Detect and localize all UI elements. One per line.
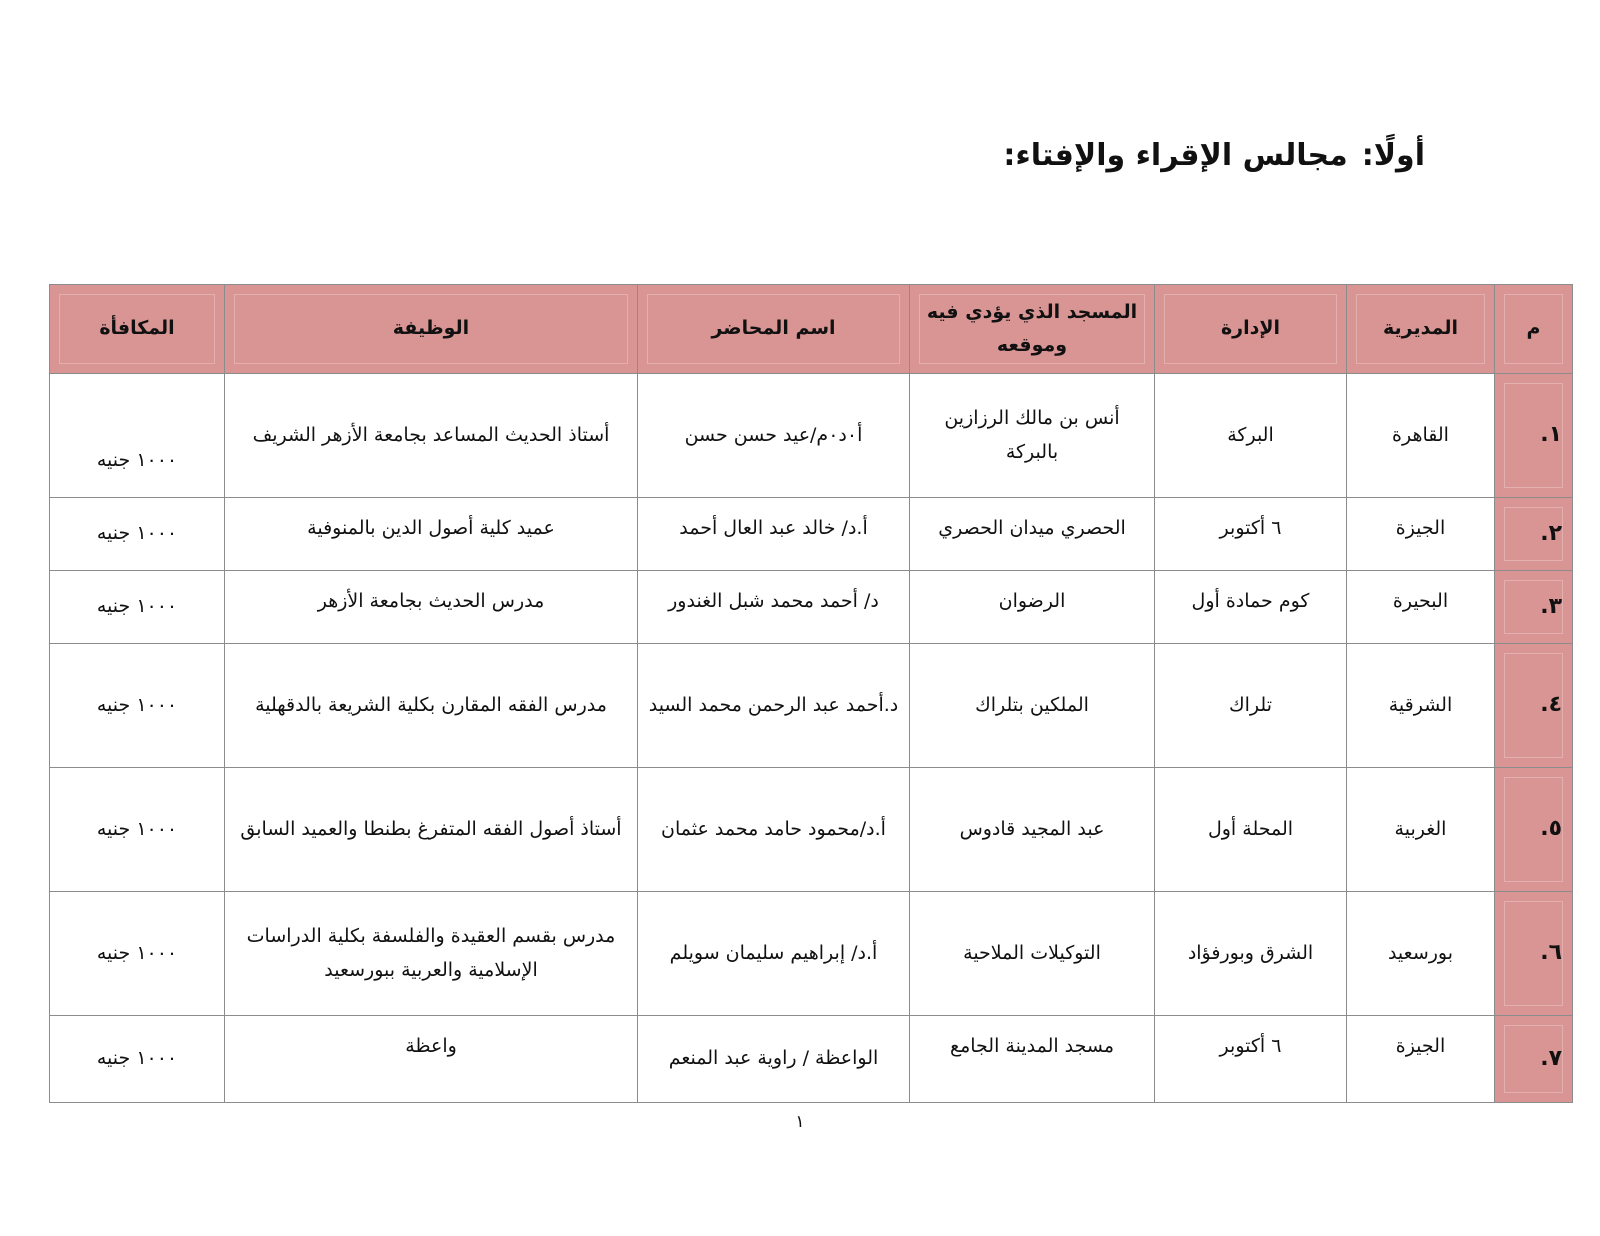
table-header-row	[50, 285, 1573, 374]
column-header-directorate: المديرية	[1347, 285, 1495, 374]
sessions-table-wrapper	[49, 284, 1572, 1103]
row-number-cell: ٢.	[1495, 498, 1573, 571]
lecturer-cell: أ.د/ خالد عبد العال أحمد	[638, 498, 910, 571]
section-number: أولًا:	[1361, 138, 1425, 173]
table-row	[50, 374, 1573, 498]
job-cell: أستاذ الحديث المساعد بجامعة الأزهر الشريف	[225, 374, 638, 498]
lecturer-cell: أ.د/محمود حامد محمد عثمان	[638, 768, 910, 892]
administration-cell: الشرق وبورفؤاد	[1155, 892, 1347, 1016]
table-row	[50, 1016, 1573, 1103]
administration-cell: تلراك	[1155, 644, 1347, 768]
reward-cell: ١٠٠٠ جنيه	[50, 374, 225, 498]
mosque-cell: عبد المجيد قادوس	[910, 768, 1155, 892]
row-number-cell: ٥.	[1495, 768, 1573, 892]
administration-cell: ٦ أكتوبر	[1155, 1016, 1347, 1103]
column-header-num: م	[1495, 285, 1573, 374]
row-number-cell: ٣.	[1495, 571, 1573, 644]
directorate-cell: الشرقية	[1347, 644, 1495, 768]
section-title: مجالس الإقراء والإفتاء:	[1003, 138, 1348, 173]
reward-cell: ١٠٠٠ جنيه	[50, 571, 225, 644]
column-header-job: الوظيفة	[225, 285, 638, 374]
row-number-cell: ٤.	[1495, 644, 1573, 768]
administration-cell: ٦ أكتوبر	[1155, 498, 1347, 571]
table-row	[50, 768, 1573, 892]
lecturer-cell: أ.د/ إبراهيم سليمان سويلم	[638, 892, 910, 1016]
job-cell: مدرس الحديث بجامعة الأزهر	[225, 571, 638, 644]
mosque-cell: مسجد المدينة الجامع	[910, 1016, 1155, 1103]
column-header-mosque: المسجد الذي يؤدي فيه وموقعه	[910, 285, 1155, 374]
directorate-cell: القاهرة	[1347, 374, 1495, 498]
page-number: ١	[795, 1112, 805, 1132]
administration-cell: كوم حمادة أول	[1155, 571, 1347, 644]
table-row	[50, 571, 1573, 644]
directorate-cell: البحيرة	[1347, 571, 1495, 644]
column-header-administration: الإدارة	[1155, 285, 1347, 374]
lecturer-cell: د/ أحمد محمد شبل الغندور	[638, 571, 910, 644]
row-number-cell: ٦.	[1495, 892, 1573, 1016]
job-cell: أستاذ أصول الفقه المتفرغ بطنطا والعميد السابق	[225, 768, 638, 892]
lecturer-cell: د.أحمد عبد الرحمن محمد السيد	[638, 644, 910, 768]
row-number-cell: ٧.	[1495, 1016, 1573, 1103]
mosque-cell: الحصري ميدان الحصري	[910, 498, 1155, 571]
reward-cell: ١٠٠٠ جنيه	[50, 892, 225, 1016]
job-cell: واعظة	[225, 1016, 638, 1103]
directorate-cell: الجيزة	[1347, 1016, 1495, 1103]
job-cell: عميد كلية أصول الدين بالمنوفية	[225, 498, 638, 571]
column-header-lecturer: اسم المحاضر	[638, 285, 910, 374]
directorate-cell: الجيزة	[1347, 498, 1495, 571]
table-row	[50, 498, 1573, 571]
lecturer-cell: الواعظة / راوية عبد المنعم	[638, 1016, 910, 1103]
administration-cell: المحلة أول	[1155, 768, 1347, 892]
sessions-table	[49, 284, 1573, 1103]
job-cell: مدرس بقسم العقيدة والفلسفة بكلية الدراسات الإسلامية والعربية ببورسعيد	[225, 892, 638, 1016]
mosque-cell: التوكيلات الملاحية	[910, 892, 1155, 1016]
table-row	[50, 892, 1573, 1016]
job-cell: مدرس الفقه المقارن بكلية الشريعة بالدقهلية	[225, 644, 638, 768]
mosque-cell: الرضوان	[910, 571, 1155, 644]
reward-cell: ١٠٠٠ جنيه	[50, 644, 225, 768]
reward-cell: ١٠٠٠ جنيه	[50, 768, 225, 892]
reward-cell: ١٠٠٠ جنيه	[50, 498, 225, 571]
reward-cell: ١٠٠٠ جنيه	[50, 1016, 225, 1103]
mosque-cell: الملكين بتلراك	[910, 644, 1155, 768]
table-row	[50, 644, 1573, 768]
lecturer-cell: أ٠د٠م/عيد حسن حسن	[638, 374, 910, 498]
column-header-reward: المكافأة	[50, 285, 225, 374]
directorate-cell: الغربية	[1347, 768, 1495, 892]
mosque-cell: أنس بن مالك الرزازين بالبركة	[910, 374, 1155, 498]
administration-cell: البركة	[1155, 374, 1347, 498]
directorate-cell: بورسعيد	[1347, 892, 1495, 1016]
row-number-cell: ١.	[1495, 374, 1573, 498]
page-title	[1003, 138, 1425, 173]
